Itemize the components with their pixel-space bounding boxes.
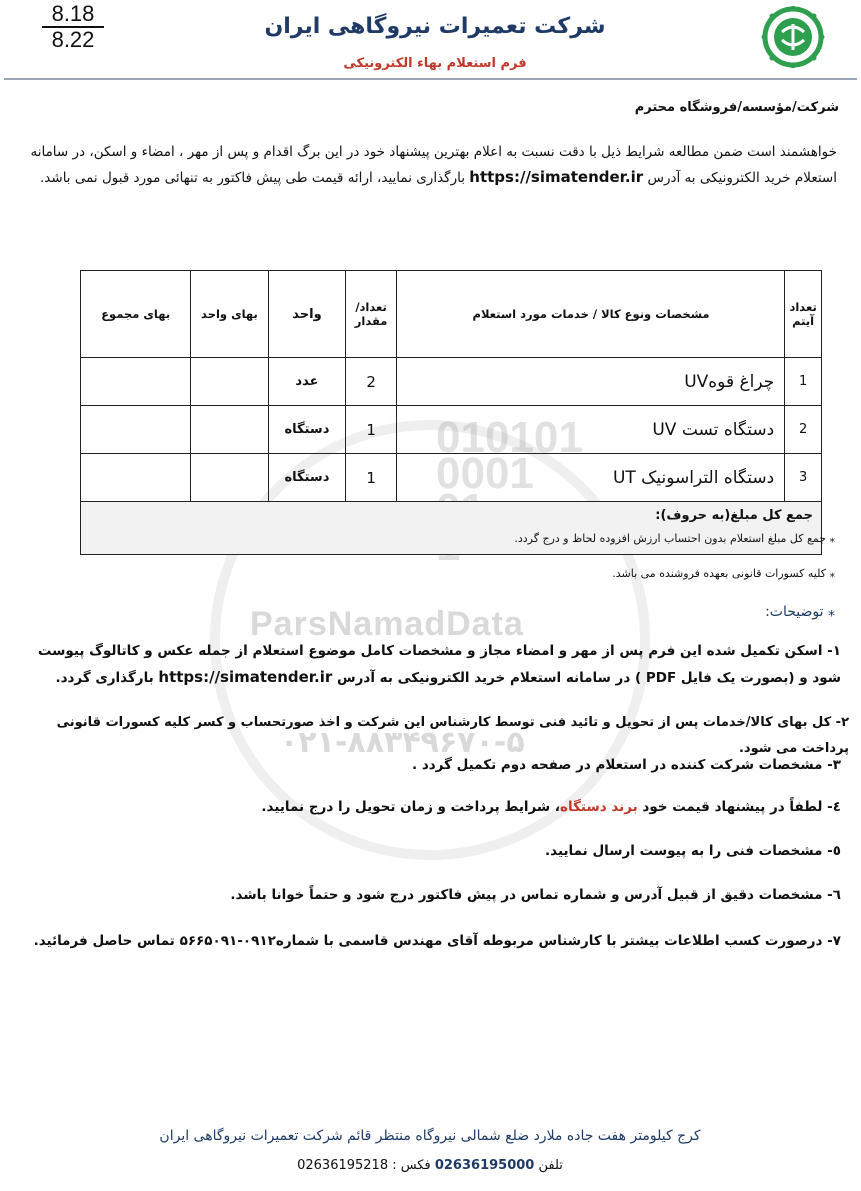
note-deductions-text: کلیه کسورات قانونی بعهده فروشنده می باشد. bbox=[612, 567, 826, 580]
watermark-digits: 010101 0001 bbox=[436, 413, 583, 498]
row-unit: عدد bbox=[268, 358, 346, 406]
table-row bbox=[81, 358, 822, 406]
intro-text-2: بارگذاری نمایید، ارائه قیمت طی پیش فاکتور به تنهائی مورد قبول نمی باشد. bbox=[40, 170, 470, 186]
col-header-unit-price: بهای واحد bbox=[191, 271, 268, 358]
header-divider bbox=[4, 78, 857, 80]
watermark-brand: ParsNamadData bbox=[250, 605, 524, 643]
company-logo-icon bbox=[760, 6, 826, 68]
item-1-text-end: بارگذاری گردد. bbox=[55, 670, 159, 686]
explanation-item-7: ۷- درصورت کسب اطلاعات بیشتر با کارشناس مربوطه آقای مهندس قاسمی با شماره۰۹۱۲-۵۶۶۵۰۹۱ تماس حاصل فرمائید. bbox=[33, 933, 841, 949]
date-bottom: 8.22 bbox=[51, 27, 95, 52]
table-header-row bbox=[81, 271, 822, 358]
row-desc: دستگاه التراسونیک UT bbox=[396, 454, 784, 502]
explanations-title: توضیحات: bbox=[765, 604, 824, 620]
watermark-phone: ۰۲۱-۸۸۳۴۹۶۷۰-۵ bbox=[280, 725, 525, 760]
row-desc: دستگاه تست UV bbox=[396, 406, 784, 454]
row-total-cell[interactable] bbox=[81, 406, 191, 454]
form-date bbox=[42, 2, 104, 52]
intro-paragraph bbox=[22, 140, 837, 191]
col-header-desc: مشخصات ونوع کالا / خدمات مورد استعلام bbox=[396, 271, 784, 358]
table-sum-row bbox=[81, 502, 822, 555]
tel-number: 02636195000 bbox=[434, 1158, 535, 1173]
row-unit: دستگاه bbox=[268, 454, 346, 502]
row-total-cell[interactable] bbox=[81, 358, 191, 406]
row-unit-price-cell[interactable] bbox=[191, 406, 268, 454]
col-header-idx: تعداد آیتم bbox=[785, 271, 822, 358]
row-idx: 3 bbox=[785, 454, 822, 502]
explanation-item-6: ٦- مشخصات دقیق از قبیل آدرس و شماره تماس در پیش فاکتور درج شود و حتماً خوانا باشد. bbox=[230, 887, 841, 903]
row-qty: 1 bbox=[346, 406, 396, 454]
items-table bbox=[80, 270, 822, 555]
fax-number: 02636195218 bbox=[297, 1158, 389, 1173]
explanation-item-1 bbox=[20, 638, 841, 691]
row-unit: دستگاه bbox=[268, 406, 346, 454]
footer-address: کرج کیلومتر هفت جاده ملارد ضلع شمالی نیروگاه منتظر قائم شرکت تعمیرات نیروگاهی ایران bbox=[159, 1128, 701, 1144]
explanations-heading bbox=[765, 604, 835, 620]
col-header-qty: تعداد/ مقدار bbox=[346, 271, 396, 358]
item-1-text: ۱- اسکن تکمیل شده این فرم پس از مهر و امضاء مجاز و مشخصات کامل موضوع استعلام از جمله عکس و کاتالوگ پیوست شود و (بصورت یک فایل PDF ) در سامانه استعلام خرید الکترونیکی به آدرس bbox=[37, 643, 841, 686]
recipient-line: شرکت/مؤسسه/فروشگاه محترم bbox=[634, 100, 839, 115]
table-row bbox=[81, 454, 822, 502]
explanation-item-5: ٥- مشخصات فنی را به پیوست ارسال نمایید. bbox=[545, 843, 841, 859]
col-header-total: بهای مجموع bbox=[81, 271, 191, 358]
item-1-url-link[interactable]: https://simatender.ir bbox=[158, 668, 333, 686]
intro-text-1: خواهشمند است ضمن مطالعه شرایط ذیل با دقت نسبت به اعلام بهترین پیشنهاد خود در این برگ اقدام و پس از مهر ، امضاء و اسکن، در سامانه استعلام خرید الکترونیکی به آدرس bbox=[30, 144, 837, 186]
bullet-icon: ⁎ bbox=[826, 532, 835, 545]
row-total-cell[interactable] bbox=[81, 454, 191, 502]
footer-contact bbox=[250, 1158, 610, 1173]
row-idx: 2 bbox=[785, 406, 822, 454]
company-title: شرکت تعمیرات نیروگاهی ایران bbox=[264, 14, 606, 39]
row-idx: 1 bbox=[785, 358, 822, 406]
note-vat bbox=[514, 532, 835, 545]
row-qty: 2 bbox=[346, 358, 396, 406]
table-row bbox=[81, 406, 822, 454]
date-top: 8.18 bbox=[42, 2, 104, 28]
sum-label[interactable]: جمع کل مبلغ(به حروف): bbox=[81, 502, 822, 555]
intro-url-link[interactable]: https://simatender.ir bbox=[469, 168, 644, 186]
item-4-text: ٤- لطفاً در پیشنهاد قیمت خود bbox=[637, 799, 841, 815]
item-4-text-end: ، شرایط پرداخت و زمان تحویل را درج نمایید. bbox=[261, 799, 561, 815]
row-qty: 1 bbox=[346, 454, 396, 502]
explanation-item-4 bbox=[20, 794, 841, 820]
row-desc: چراغ قوهUV bbox=[396, 358, 784, 406]
col-header-unit: واحد bbox=[268, 271, 346, 358]
form-title: فرم استعلام بهاء الکترونیکی bbox=[343, 56, 527, 71]
bullet-icon: ⁎ bbox=[826, 567, 835, 580]
tel-label: تلفن bbox=[534, 1158, 563, 1173]
row-unit-price-cell[interactable] bbox=[191, 358, 268, 406]
fax-label: فکس : bbox=[388, 1158, 435, 1173]
note-vat-text: جمع کل مبلغ استعلام بدون احتساب ارزش افزوده لحاظ و درج گردد. bbox=[514, 532, 826, 545]
note-deductions bbox=[612, 567, 835, 580]
item-4-brand-text: برند دستگاه bbox=[560, 799, 638, 815]
bullet-icon: ⁎ bbox=[823, 604, 835, 620]
row-unit-price-cell[interactable] bbox=[191, 454, 268, 502]
explanation-item-3: ۳- مشخصات شرکت کننده در استعلام در صفحه دوم تکمیل گردد . bbox=[411, 757, 841, 773]
explanation-item-2: ۲- کل بهای کالا/خدمات پس از تحویل و تائید فنی توسط کارشناس این شرکت و اخذ صورتحساب و کسر کلیه کسورات قانونی پرداخت می شود. bbox=[56, 715, 849, 756]
